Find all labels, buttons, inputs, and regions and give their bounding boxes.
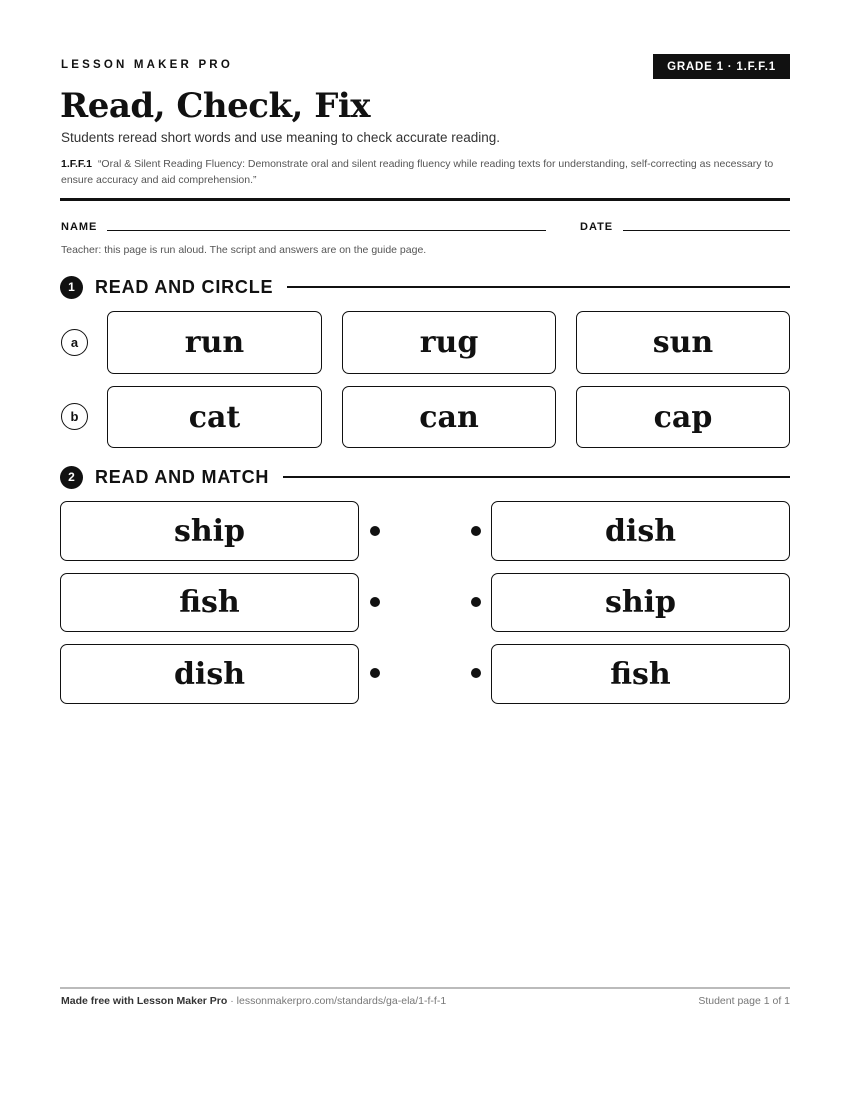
grade-badge: GRADE 1 · 1.F.F.1	[653, 54, 790, 79]
word-card[interactable]: rug	[342, 311, 556, 374]
footer-made-with: Made free with Lesson Maker Pro	[61, 995, 228, 1007]
teacher-note: Teacher: this page is run aloud. The script and answers are on the guide page.	[61, 244, 427, 256]
match-right-dot[interactable]	[471, 526, 481, 536]
match-right-dot[interactable]	[471, 668, 481, 678]
section-number: 2	[60, 466, 83, 489]
page-title: Read, Check, Fix	[60, 86, 371, 126]
section-title: READ AND MATCH	[95, 466, 270, 487]
footer-separator: ·	[227, 995, 237, 1007]
word-card[interactable]: can	[342, 386, 556, 448]
match-left-dot[interactable]	[370, 668, 380, 678]
footer-url[interactable]: lessonmakerpro.com/standards/ga-ela/1-f-f-1	[236, 995, 447, 1007]
section-2-header	[60, 465, 790, 489]
section-title: READ AND CIRCLE	[95, 276, 274, 297]
footer-page-number: Student page 1 of 1	[698, 995, 790, 1007]
section-rule	[283, 476, 790, 478]
word-card[interactable]: cat	[107, 386, 322, 448]
name-label: NAME	[61, 221, 98, 233]
name-field-line[interactable]	[107, 230, 546, 231]
section-number: 1	[60, 276, 83, 299]
word-card[interactable]: run	[107, 311, 322, 374]
match-left-card[interactable]: dish	[60, 644, 359, 704]
word-card[interactable]: cap	[576, 386, 790, 448]
match-left-card[interactable]: fish	[60, 573, 359, 632]
section-rule	[287, 286, 790, 288]
match-right-dot[interactable]	[471, 597, 481, 607]
row-letter-a: a	[61, 329, 88, 356]
match-right-card[interactable]: dish	[491, 501, 790, 561]
footer-credit	[61, 995, 446, 1007]
brand-name: LESSON MAKER PRO	[61, 59, 233, 71]
match-left-dot[interactable]	[370, 526, 380, 536]
match-left-card[interactable]: ship	[60, 501, 359, 561]
standard-description	[61, 156, 791, 188]
date-label: DATE	[580, 221, 614, 233]
date-field-line[interactable]	[623, 230, 790, 231]
match-left-dot[interactable]	[370, 597, 380, 607]
section-1-header	[60, 275, 790, 299]
standard-text: “Oral & Silent Reading Fluency: Demonstrate oral and silent reading fluency while reading texts for understanding, self-correcting as necessary to ensure accuracy and aid comprehension.”	[61, 158, 774, 186]
header-divider	[60, 198, 790, 201]
page-subtitle: Students reread short words and use meaning to check accurate reading.	[61, 130, 501, 145]
row-letter-b: b	[61, 403, 88, 430]
word-card[interactable]: sun	[576, 311, 790, 374]
match-right-card[interactable]: ship	[491, 573, 790, 632]
standard-code: 1.F.F.1	[61, 158, 92, 170]
match-right-card[interactable]: fish	[491, 644, 790, 704]
footer-divider	[60, 987, 790, 989]
